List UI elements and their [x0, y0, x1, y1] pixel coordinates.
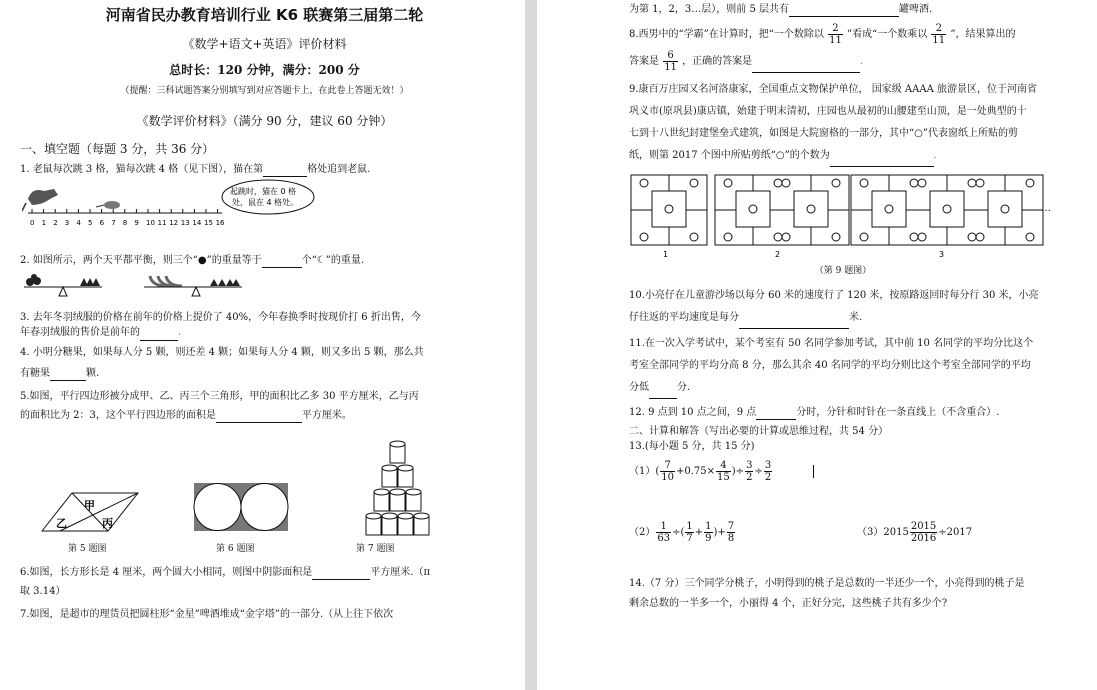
paper-cut-circle	[968, 179, 976, 187]
answer-blank[interactable]	[649, 387, 677, 399]
exam-hint: （提醒：三科试题答案分别填写到对应答题卡上，在此卷上答题无效！）	[120, 85, 409, 96]
label-yi: 乙	[56, 516, 67, 530]
paper-cut-circle	[885, 205, 893, 213]
pattern-ellipsis: …	[1041, 203, 1051, 214]
question-13-head: 13.(每小题 5 分，共 15 分)	[629, 440, 755, 452]
number-line-label: 10	[146, 219, 155, 227]
number-line-label: 6	[99, 219, 105, 227]
window-pattern-figure	[629, 171, 1059, 261]
question-9: 9.康百万庄园又名河洛康家，全国重点文物保护单位， 国家级 AAAA 旅游景区，位于河南省 巩义市(原巩县)康店镇，始建于明末清初，庄园也从最初的山腰建至山顶，是一处典型的十 七到十八世纪封建堡垒式建筑，如图是大院窗格的一部分，其中“○”代表窗纸上所贴的剪 纸，则第 2017 个图中所贴剪纸“○”的个数为 .	[629, 79, 1057, 167]
paper-cut-circle	[782, 233, 790, 241]
can-top	[414, 513, 429, 519]
paper-cut-circle	[724, 233, 732, 241]
paper-cut-circle	[1026, 233, 1034, 241]
question-14: 14.（7 分）三个同学分桃子，小明得到的桃子是总数的一半还少一个，小亮得到的桃子是 剩余总数的一半多一个，小丽得 4 个，正好分完，这些桃子共有多少个?	[629, 577, 1025, 609]
question-8: 8.西男中的“学霸”在计算时，把“一个数除以 $\frac{2}{11}$ ”看成“一个数乘以 $\frac{2}{11}$ ”，结果算出的 答案是 $\frac{6}{11}$ ，正确的答案是 .	[629, 23, 1016, 73]
page-right	[537, 0, 1097, 690]
number-line-label: 15	[204, 219, 213, 227]
can-top	[398, 513, 413, 519]
fig5-caption: 第 5 题图	[68, 543, 107, 554]
balance-scale-1	[24, 274, 102, 296]
paper-cut-circle	[832, 233, 840, 241]
section-2-title: 二、计算和解答（写出必要的计算或思维过程，共 54 分）	[629, 425, 889, 437]
question-7-cont: 为第 1，2，3…层），则前 5 层共有 罐啤酒.	[629, 4, 933, 15]
number-line-label: 11	[157, 219, 167, 227]
answer-blank[interactable]	[756, 408, 796, 420]
paper-cut-circle	[1001, 205, 1009, 213]
question-12: 12. 9 点到 10 点之间，9 点 分时，分针和时针在一条直线上（不含重合）.	[629, 406, 1000, 418]
exam-subtitle: 《数学+语文+英语》评价材料	[182, 36, 347, 51]
paper-cut-circle	[774, 179, 782, 187]
question-2: 2. 如图所示，两个天平都平衡，则三个“●”的重量等于 个“☾”的重量.	[20, 255, 365, 266]
number-line-label: 2	[53, 219, 58, 227]
can-top	[390, 441, 405, 447]
math-title: 《数学评价材料》（满分 90 分，建议 60 分钟）	[136, 114, 393, 128]
label-jia: 甲	[84, 498, 95, 512]
can-top	[406, 489, 421, 495]
can-pyramid-figure	[366, 441, 429, 535]
parallelogram-figure	[42, 493, 138, 531]
number-line-label: 7	[111, 219, 116, 227]
paper-cut-circle	[860, 179, 868, 187]
answer-blank[interactable]	[752, 61, 860, 73]
figures-5-6-7	[20, 433, 510, 543]
paper-cut-circle	[640, 179, 648, 187]
banana-icon: ☾	[316, 255, 326, 266]
question-11: 11.在一次入学考试中，某个考室有 50 名同学参加考试，其中前 10 名同学的平均分比这个 考室全部同学的平均分高 8 分，那么其余 40 名同学的平均分则比这个考室全部同学的平均 分低 分.	[629, 333, 1057, 399]
paper-cut-circle	[832, 179, 840, 187]
balance-figure	[20, 272, 280, 302]
cat-mouse-figure	[22, 177, 322, 229]
pattern-label-2: 2	[775, 250, 781, 259]
answer-blank[interactable]	[312, 568, 370, 580]
exam-title: 河南省民办教育培训行业 K6 联赛第三届第二轮	[105, 6, 424, 24]
paper-cut-circle	[665, 205, 673, 213]
can-top	[382, 513, 397, 519]
balance-scale-2	[144, 276, 242, 296]
can-top	[398, 465, 413, 471]
paper-cut-circle	[690, 179, 698, 187]
can-top	[390, 489, 405, 495]
number-line-label: 1	[41, 219, 47, 227]
question-13-1: （1）( $\frac{7}{10}$ +0.75× $\frac{4}{15}$ )÷ $\frac{3}{2}$ ÷ $\frac{3}{2}$	[629, 460, 1057, 483]
answer-blank[interactable]	[739, 317, 849, 329]
apple-icon: ●	[197, 255, 207, 266]
paper-cut-circle	[690, 233, 698, 241]
question-6: 6.如图，长方形长是 4 厘米，两个圆大小相同，则图中阴影面积是 平方厘米.（π 取 3.14）	[20, 566, 431, 597]
answer-blank[interactable]	[216, 411, 302, 423]
paper-cut-circle	[774, 233, 782, 241]
answer-blank[interactable]	[263, 165, 307, 177]
can-top	[366, 513, 381, 519]
paper-cut-circle	[749, 205, 757, 213]
bubble-line-1: 起跳时，猫在 0 格	[230, 187, 297, 196]
answer-blank[interactable]	[789, 5, 899, 17]
figure-captions	[20, 543, 509, 557]
number-line-label: 5	[88, 219, 93, 227]
question-13-2: （2） $\frac{1}{63}$ ÷( $\frac{1}{7}$ + $\frac{1}{9}$ )+ $\frac{7}{8}$	[629, 520, 735, 544]
paper-cut-circle	[1026, 179, 1034, 187]
answer-blank[interactable]	[830, 155, 934, 167]
number-line-label: 9	[134, 219, 139, 227]
question-3: 3. 去年冬羽绒服的价格在前年的价格上提价了 40%，今年春换季时按现价打 6 折出售，今 年春羽绒服的售价是前年的 .	[20, 310, 509, 341]
section-1-title: 一、填空题（每题 3 分，共 36 分）	[20, 142, 215, 156]
fig7-caption: 第 7 题图	[356, 543, 395, 554]
paper-cut-circle	[860, 233, 868, 241]
paper-cut-circle	[782, 179, 790, 187]
number-line-label: 4	[76, 219, 81, 227]
number-line-label: 3	[64, 219, 70, 227]
paper-cut-circle	[976, 233, 984, 241]
paper-cut-circle	[968, 233, 976, 241]
question-13-3: （3）2015 $\frac{2015}{2016}$ ÷2017	[857, 520, 973, 544]
paper-cut-circle	[918, 233, 926, 241]
label-bing: 丙	[102, 516, 113, 530]
question-13-2-3	[629, 521, 1057, 544]
pattern-label-3: 3	[939, 250, 945, 259]
speech-bubble	[222, 180, 314, 214]
rectangle-circles-figure	[194, 483, 288, 531]
paper-cut-circle	[943, 205, 951, 213]
number-line-label: 8	[122, 219, 128, 227]
number-line-label: 13	[180, 219, 190, 227]
answer-blank[interactable]	[140, 329, 178, 341]
question-10: 10.小亮仔在儿童游沙场以每分 60 米的速度行了 120 米，按原路返回时每分行 30 米，小亮 仔往返的平均速度是每分 米.	[629, 285, 1057, 329]
fig9-caption: （第 9 题图）	[814, 266, 872, 276]
number-line-label: 0	[30, 219, 35, 227]
fig6-caption: 第 6 题图	[216, 543, 255, 554]
can-top	[382, 465, 397, 471]
paper-cut-circle	[976, 179, 984, 187]
pattern-label-1: 1	[663, 250, 669, 259]
question-7: 7.如图，是超市的理货员把圆柱形“金星”啤酒堆成“金字塔”的一部分.（从上往下依次	[20, 608, 394, 620]
paper-cut-circle	[910, 233, 918, 241]
paper-cut-circle	[724, 179, 732, 187]
bubble-line-2: 处，鼠在 4 格处。	[232, 198, 299, 207]
page-left	[0, 0, 525, 690]
number-line-label: 12	[169, 219, 179, 227]
cat-icon	[22, 189, 58, 211]
answer-blank[interactable]	[50, 369, 86, 381]
paper-cut-circle	[807, 205, 815, 213]
paper-cut-circle	[918, 179, 926, 187]
mouse-icon	[96, 201, 120, 209]
paper-cut-circle	[910, 179, 918, 187]
time-info: 总时长：120 分钟，满分：200 分	[169, 62, 360, 77]
paper-cut-circle	[640, 233, 648, 241]
question-5: 5.如图，平行四边形被分成甲、乙、丙三个三角形，甲的面积比乙多 30 平方厘米，乙与丙 的面积比为 2：3，这个平行四边形的面积是 平方厘米。	[20, 390, 419, 421]
question-1: 1. 老鼠每次跳 3 格，猫每次跳 4 格（见下图），猫在第 格处追到老鼠.	[20, 164, 371, 175]
text-cursor	[813, 465, 814, 478]
can-top	[374, 489, 389, 495]
question-4: 4. 小明分糖果，如果每人分 5 颗，则还差 4 颗；如果每人分 4 颗，则又多出 5 颗，那么共 有糖果 颗.	[20, 346, 424, 379]
number-line-label: 16	[215, 219, 225, 227]
answer-blank[interactable]	[262, 256, 302, 268]
number-line-label: 14	[192, 219, 202, 227]
